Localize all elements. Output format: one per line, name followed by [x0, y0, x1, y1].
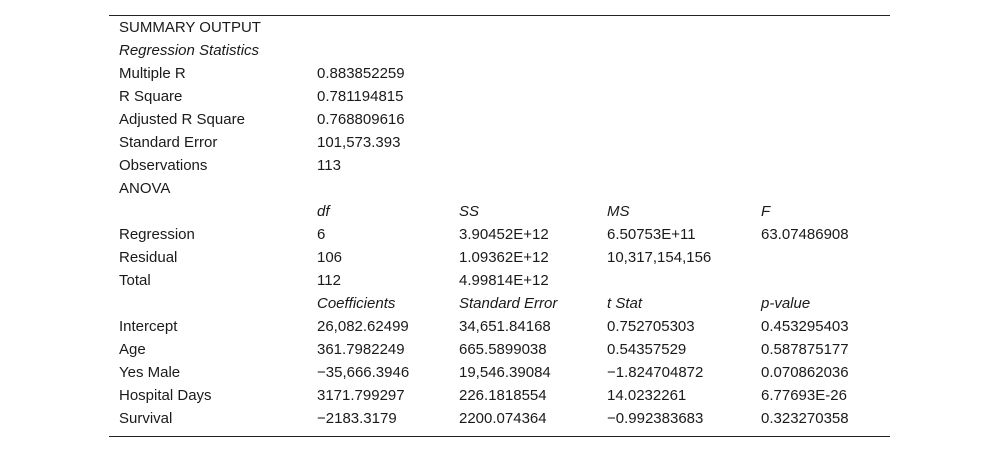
- coefficient-row: [109, 384, 890, 407]
- table-cell: 1.09362E+12: [459, 249, 549, 266]
- table-cell: −35,666.3946: [317, 364, 410, 381]
- column-header: Coefficients: [317, 295, 396, 312]
- column-header: df: [317, 203, 330, 220]
- table-cell: 6: [317, 226, 326, 243]
- table-cell: 0.323270358: [761, 410, 849, 427]
- row-label: Age: [119, 341, 146, 358]
- coefficient-row: [109, 315, 890, 338]
- stat-row: [109, 131, 890, 154]
- stat-value: 101,573.393: [317, 134, 401, 151]
- row-label: Regression: [119, 226, 195, 243]
- coefficients-header-row: [109, 292, 890, 315]
- stat-row: [109, 62, 890, 85]
- table-cell: 14.0232261: [607, 387, 687, 404]
- table-cell: 665.5899038: [459, 341, 547, 358]
- stat-value: 0.883852259: [317, 65, 405, 82]
- anova-row: [109, 246, 890, 269]
- row-label: Hospital Days: [119, 387, 212, 404]
- stat-label: R Square: [119, 88, 183, 105]
- column-header: SS: [459, 203, 480, 220]
- table-cell: 0.453295403: [761, 318, 849, 335]
- table-cell: 0.587875177: [761, 341, 849, 358]
- column-header: MS: [607, 203, 630, 220]
- table-cell: 0.070862036: [761, 364, 849, 381]
- regression-summary-table: [109, 15, 890, 437]
- row-label: Total: [119, 272, 151, 289]
- table-cell: 3.90452E+12: [459, 226, 549, 243]
- table-cell: 0.752705303: [607, 318, 695, 335]
- table-cell: 6.50753E+11: [607, 226, 696, 243]
- table-cell: 106: [317, 249, 343, 266]
- stat-label: Observations: [119, 157, 208, 174]
- table-cell: 2200.074364: [459, 410, 547, 427]
- regression-statistics-heading: Regression Statistics: [119, 42, 260, 59]
- stat-value: 113: [317, 157, 341, 174]
- anova-row: [109, 223, 890, 246]
- coefficient-row: [109, 361, 890, 384]
- row-label: Survival: [119, 410, 173, 427]
- anova-row: [109, 269, 890, 292]
- row-label: Yes Male: [119, 364, 181, 381]
- row-label: Intercept: [119, 318, 178, 335]
- column-header: p-value: [761, 295, 811, 312]
- stat-row: [109, 85, 890, 108]
- table-cell: 0.54357529: [607, 341, 687, 358]
- anova-heading-row: [109, 177, 890, 200]
- table-cell: 226.1818554: [459, 387, 547, 404]
- table-cell: 19,546.39084: [459, 364, 551, 381]
- table-cell: 10,317,154,156: [607, 249, 712, 266]
- stat-label: Adjusted R Square: [119, 111, 245, 128]
- stat-row: [109, 154, 890, 177]
- table-cell: 361.7982249: [317, 341, 405, 358]
- stat-value: 0.781194815: [317, 88, 404, 105]
- table-cell: −1.824704872: [607, 364, 704, 381]
- row-label: Residual: [119, 249, 178, 266]
- table-cell: −0.992383683: [607, 410, 704, 427]
- table-cell: 6.77693E-26: [761, 387, 847, 404]
- table-cell: 3171.799297: [317, 387, 405, 404]
- coefficient-row: [109, 338, 890, 361]
- table-cell: 112: [317, 272, 341, 289]
- stat-row: [109, 108, 890, 131]
- table-cell: −2183.3179: [317, 410, 397, 427]
- table-cell: 26,082.62499: [317, 318, 409, 335]
- anova-header-row: [109, 200, 890, 223]
- regression-statistics-heading-row: [109, 39, 890, 62]
- summary-title: SUMMARY OUTPUT: [119, 19, 261, 36]
- anova-heading: ANOVA: [119, 180, 171, 197]
- column-header: Standard Error: [459, 295, 558, 312]
- table-cell: 63.07486908: [761, 226, 849, 243]
- stat-label: Multiple R: [119, 65, 186, 82]
- stat-label: Standard Error: [119, 134, 218, 151]
- table-cell: 34,651.84168: [459, 318, 551, 335]
- table-cell: 4.99814E+12: [459, 272, 549, 289]
- column-header: F: [761, 203, 771, 220]
- summary-title-row: [109, 16, 890, 39]
- coefficient-row: [109, 407, 890, 430]
- column-header: t Stat: [607, 295, 643, 312]
- stat-value: 0.768809616: [317, 111, 405, 128]
